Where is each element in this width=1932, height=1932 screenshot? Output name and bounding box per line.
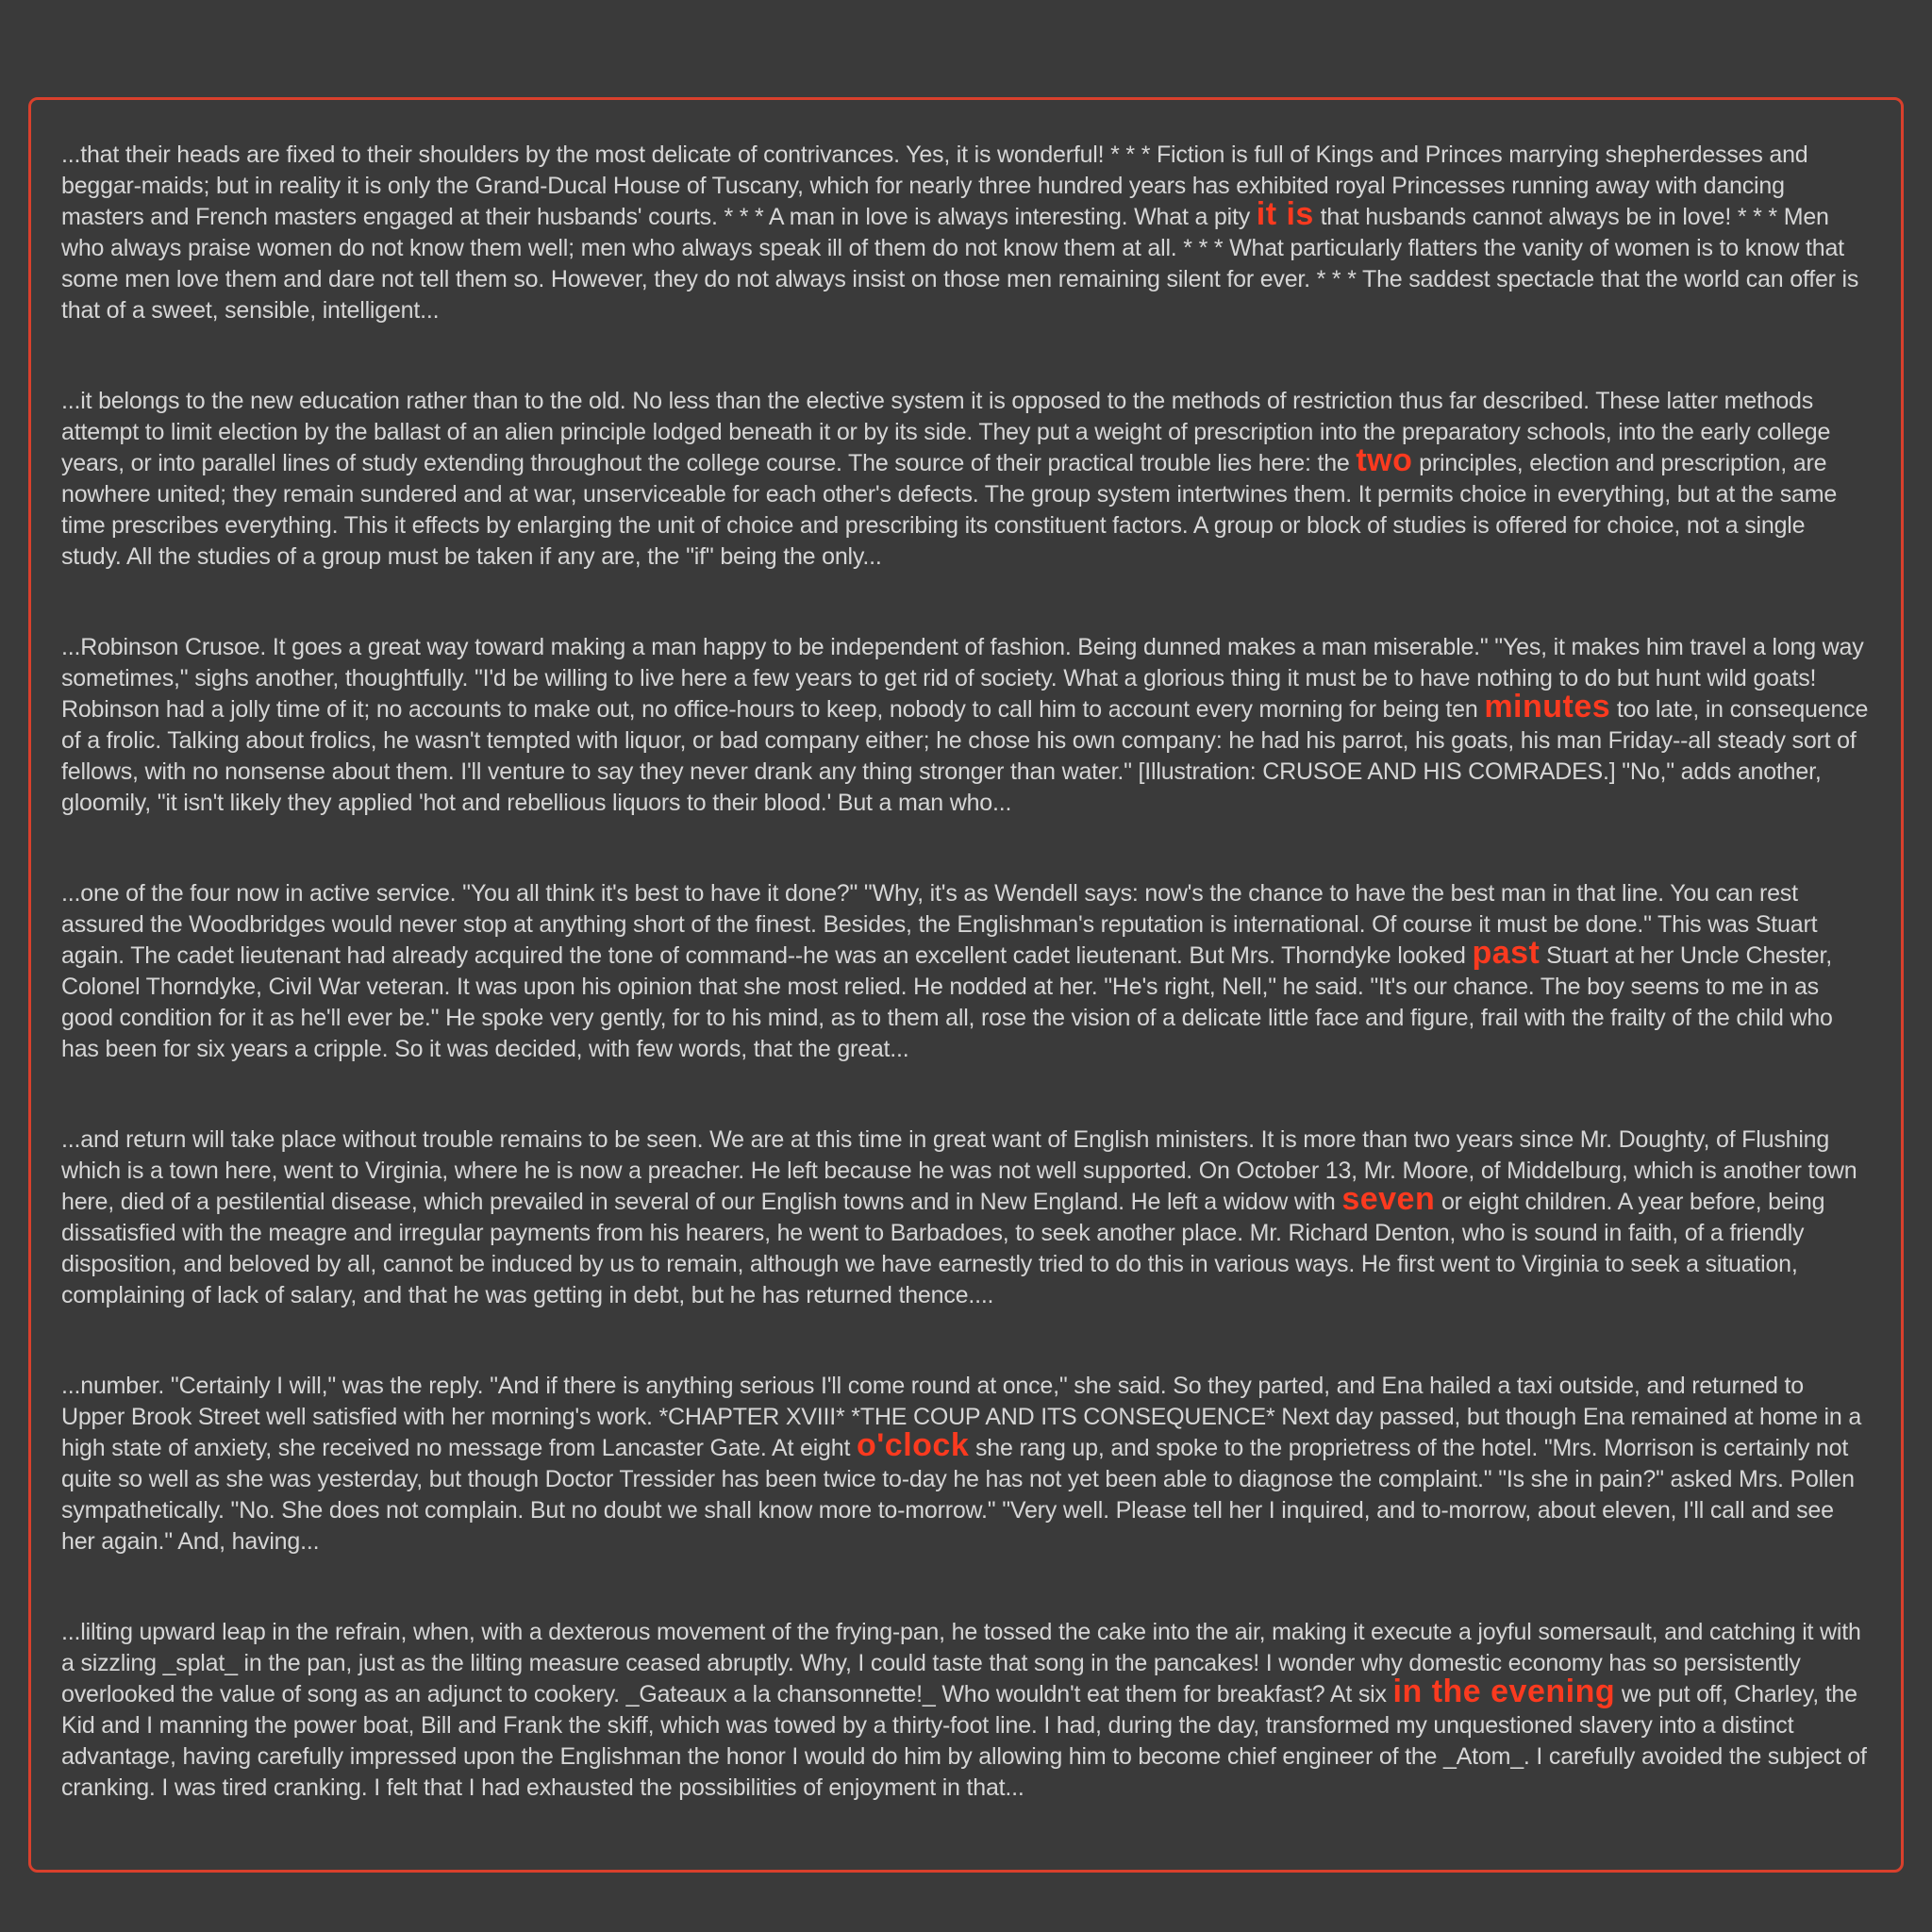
paragraph-2-before: ...it belongs to the new education rather than to the old. No less than the elective system it is opposed to the methods of restriction thus far described. These latter methods attempt to limit election by the ballast of an alien principle lodged beneath it or by its side. They put a weight of prescription into the preparatory schools, into the early college years, or into parallel lines of study extending throughout the college course. The source of their practical trouble lies here: the (61, 388, 1831, 476)
paragraph-2-after: principles, election and prescription, are nowhere united; they remain sundered and at war, unserviceable for each other's defects. The group system intertwines them. It permits choice in everything, but at the same time prescribes everything. This it effects by enlarging the unit of choice and prescribing its constituent factors. A group or block of studies is offered for choice, not a single study. All the studies of a group must be taken if any are, the "if" being the only... (61, 450, 1838, 570)
text-panel (28, 97, 1904, 1873)
paragraph-3 (61, 632, 1871, 819)
paragraph-1-after: that husbands cannot always be in love! * * * Men who always praise women do not know them well; men who always speak ill of them do not know them at all. * * * What particularly flatters the vanity of women is to know that some men love them and dare not tell them so. However, they do not always insist on those men remaining silent for ever. * * * The saddest spectacle that the world can offer is that of a sweet, sensible, intelligent... (61, 204, 1859, 324)
paragraph-6 (61, 1371, 1871, 1557)
highlighted-phrase-5: seven (1341, 1181, 1436, 1217)
paragraph-5-after: or eight children. A year before, being dissatisfied with the meagre and irregular payments from his hearers, he went to Barbadoes, to seek another place. Mr. Richard Denton, who is sound in faith, of a friendly disposition, and beloved by all, cannot be induced by us to remain, although we have earnestly tried to do this in various ways. He first went to Virginia to seek a situation, complaining of lack of salary, and that he was getting in debt, but he has returned thence.... (61, 1189, 1825, 1308)
paragraph-2 (61, 386, 1871, 573)
paragraph-7 (61, 1617, 1871, 1804)
highlighted-phrase-4: past (1472, 935, 1541, 971)
highlighted-phrase-2: two (1356, 442, 1413, 478)
paragraph-5-before: ...and return will take place without trouble remains to be seen. We are at this time in great want of English ministers. It is more than two years since Mr. Doughty, of Flushing which is a town here, went to Virginia, where he is now a preacher. He left because he was not well supported. On October 13, Mr. Moore, of Middelburg, which is another town here, died of a pestilential disease, which prevailed in several of our English towns and in New England. He left a widow with (61, 1126, 1857, 1215)
paragraph-3-after: too late, in consequence of a frolic. Talking about frolics, he wasn't tempted with liquor, or bad company either; he chose his own company: he had his parrot, his goats, his man Friday--all steady sort of fellows, with no nonsense about them. I'll venture to say they never drank any thing stronger than water." [Illustration: CRUSOE AND HIS COMRADES.] "No," adds another, gloomily, "it isn't likely they applied 'hot and rebellious liquors to their blood.' But a man who... (61, 696, 1869, 816)
paragraph-5 (61, 1124, 1871, 1311)
paragraph-6-after: she rang up, and spoke to the proprietress of the hotel. "Mrs. Morrison is certainly not quite so well as she was yesterday, but though Doctor Tressider has been twice to-day he has not yet been able to diagnose the complaint." "Is she in pain?" asked Mrs. Pollen sympathetically. "No. She does not complain. But no doubt we shall know more to-morrow." "Very well. Please tell her I inquired, and to-morrow, about eleven, I'll call and see her again." And, having... (61, 1435, 1855, 1555)
paragraph-4-before: ...one of the four now in active service. "You all think it's best to have it done?" "Why, it's as Wendell says: now's the chance to have the best man in that line. You can rest assured the Woodbridges would never stop at anything short of the finest. Besides, the Englishman's reputation is international. Of course it must be done." This was Stuart again. The cadet lieutenant had already acquired the tone of command--he was an excellent cadet lieutenant. But Mrs. Thorndyke looked (61, 880, 1818, 969)
highlighted-phrase-7: in the evening (1392, 1674, 1616, 1709)
paragraph-3-before: ...Robinson Crusoe. It goes a great way toward making a man happy to be independent of fashion. Being dunned makes a man miserable." "Yes, it makes him travel a long way sometimes," sighs another, thoughtfully. "I'd be willing to live here a few years to get rid of society. What a glorious thing it must be to have nothing to do but hunt wild goats! Robinson had a jolly time of it; no accounts to make out, no office-hours to keep, nobody to call him to account every morning for being ten (61, 634, 1864, 723)
highlighted-phrase-3: minutes (1484, 689, 1611, 724)
paragraph-4-after: Stuart at her Uncle Chester, Colonel Thorndyke, Civil War veteran. It was upon his opinion that she most relied. He nodded at her. "He's right, Nell," he said. "It's our chance. The boy seems to me in as good condition for it as he'll ever be." He spoke very gently, for to his mind, as to them all, rose the vision of a delicate little face and figure, frail with the frailty of the child who has been for six years a cripple. So it was decided, with few words, that the great... (61, 942, 1833, 1062)
paragraph-4 (61, 878, 1871, 1065)
paragraph-1 (61, 140, 1871, 326)
paragraph-6-before: ...number. "Certainly I will," was the reply. "And if there is anything serious I'll come round at once," she said. So they parted, and Ena hailed a taxi outside, and returned to Upper Brook Street well satisfied with her morning's work. *CHAPTER XVIII* *THE COUP AND ITS CONSEQUENCE* Next day passed, but though Ena remained at home in a high state of anxiety, she received no message from Lancaster Gate. At eight (61, 1373, 1862, 1461)
paragraph-7-after: we put off, Charley, the Kid and I manning the power boat, Bill and Frank the skiff, which was towed by a thirty-foot line. I had, during the day, transformed my unquestioned slavery into a distinct advantage, having carefully impressed upon the Englishman the honor I would do him by allowing him to become chief engineer of the _Atom_. I carefully avoided the subject of cranking. I was tired cranking. I felt that I had exhausted the possibilities of enjoyment in that... (61, 1681, 1867, 1801)
highlighted-phrase-1: it is (1256, 196, 1314, 232)
highlighted-phrase-6: o'clock (856, 1427, 970, 1463)
paragraph-7-before: ...lilting upward leap in the refrain, when, with a dexterous movement of the frying-pan, he tossed the cake into the air, making it execute a joyful somersault, and catching it with a sizzling _splat_ in the pan, just as the lilting measure ceased abruptly. Why, I could taste that song in the pancakes! I wonder why domestic economy has so persistently overlooked the value of song as an adjunct to cookery. _Gateaux a la chansonnette!_ Who wouldn't eat them for breakfast? At six (61, 1619, 1861, 1707)
paragraph-1-before: ...that their heads are fixed to their shoulders by the most delicate of contrivances. Yes, it is wonderful! * * * Fiction is full of Kings and Princes marrying shepherdesses and beggar-maids; but in reality it is only the Grand-Ducal House of Tuscany, which for nearly three hundred years has exhibited royal Princesses running away with dancing masters and French masters engaged at their husbands' courts. * * * A man in love is always interesting. What a pity (61, 142, 1808, 230)
